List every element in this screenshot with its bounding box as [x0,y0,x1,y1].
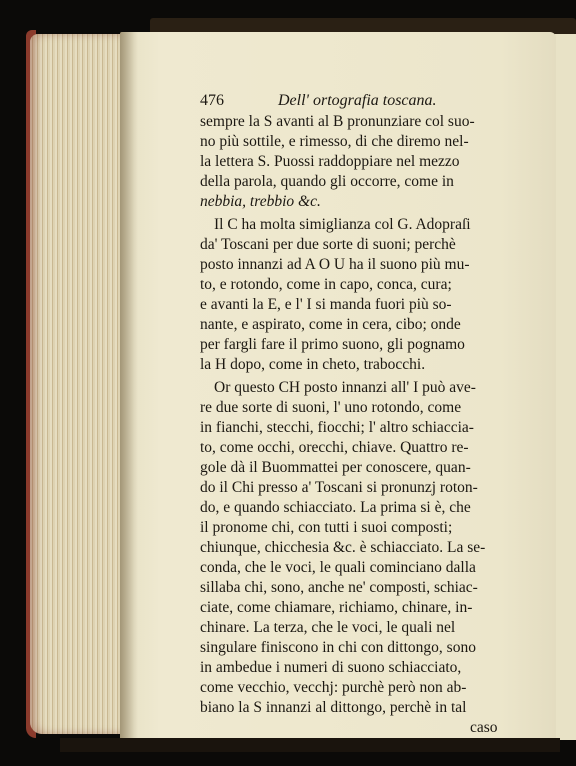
text-line: nebbia, trebbio &c. [200,193,321,210]
text-line: Or questo CH posto innanzi all' I può ave- [214,379,476,396]
page-number: 476 [200,92,224,109]
text-line: sillaba chi, sono, anche ne' composti, schiac- [200,579,478,596]
text-line: no più sottile, e rimesso, di che diremo nel- [200,133,469,150]
text-line: singulare finiscono in chi con dittongo, sono [200,639,476,656]
text-line: come vecchio, vecchj: purchè però non ab- [200,679,467,696]
text-line: e avanti la E, e l' I si manda fuori più so- [200,296,452,313]
book-bottom-board [60,738,560,752]
text-line: sempre la S avanti al B pronunziare col suo- [200,113,475,130]
text-line: Il C ha molta simiglianza col G. Adopraſi [214,216,471,233]
text-line: ciate, come chiamare, richiamo, chinare, in- [200,599,473,616]
text-line: to, e rotondo, come in capo, conca, cura; [200,276,452,293]
catchword: caso [470,719,498,736]
text-line: nante, e aspirato, come in cera, cibo; onde [200,316,461,333]
running-head: Dell' ortografia toscana. [278,92,437,109]
text-line: chiunque, chicchesia &c. è schiacciato. La se- [200,539,486,556]
page-header [200,92,540,114]
page-block-edges [30,34,126,734]
text-line: do il Chi presso a' Toscani si pronunzj roton- [200,479,478,496]
text-line: per fargli fare il primo suono, gli pognamo [200,336,465,353]
text-line: re due sorte di suoni, l' uno rotondo, come [200,399,462,416]
text-line: da' Toscani per due sorte di suoni; perchè [200,236,456,253]
facing-page-edge [554,34,576,740]
text-line: gole dà il Buommattei per conoscere, quan- [200,459,471,476]
text-line: chinare. La terza, che le voci, le quali nel [200,619,456,636]
text-line: conda, che le voci, le quali cominciano dalla [200,559,476,576]
text-line: posto innanzi ad A O U ha il suono più mu- [200,256,470,273]
text-line: la lettera S. Puossi raddoppiare nel mezzo [200,153,460,170]
text-line: biano la S innanzi al dittongo, perchè in tal [200,699,467,716]
text-line: della parola, quando gli occorre, come in [200,173,454,190]
text-line: to, come occhi, orecchi, chiave. Quattro re- [200,439,469,456]
text-line: il pronome chi, con tutti i suoi composti; [200,519,453,536]
text-line: la H dopo, come in cheto, trabocchi. [200,356,426,373]
text-line: do, e quando schiacciato. La prima si è, che [200,499,471,516]
text-line: in fianchi, stecchi, fiocchi; l' altro schiaccia- [200,419,474,436]
text-line: in ambedue i numeri di suono schiacciato, [200,659,462,676]
gutter-shadow [120,32,138,742]
